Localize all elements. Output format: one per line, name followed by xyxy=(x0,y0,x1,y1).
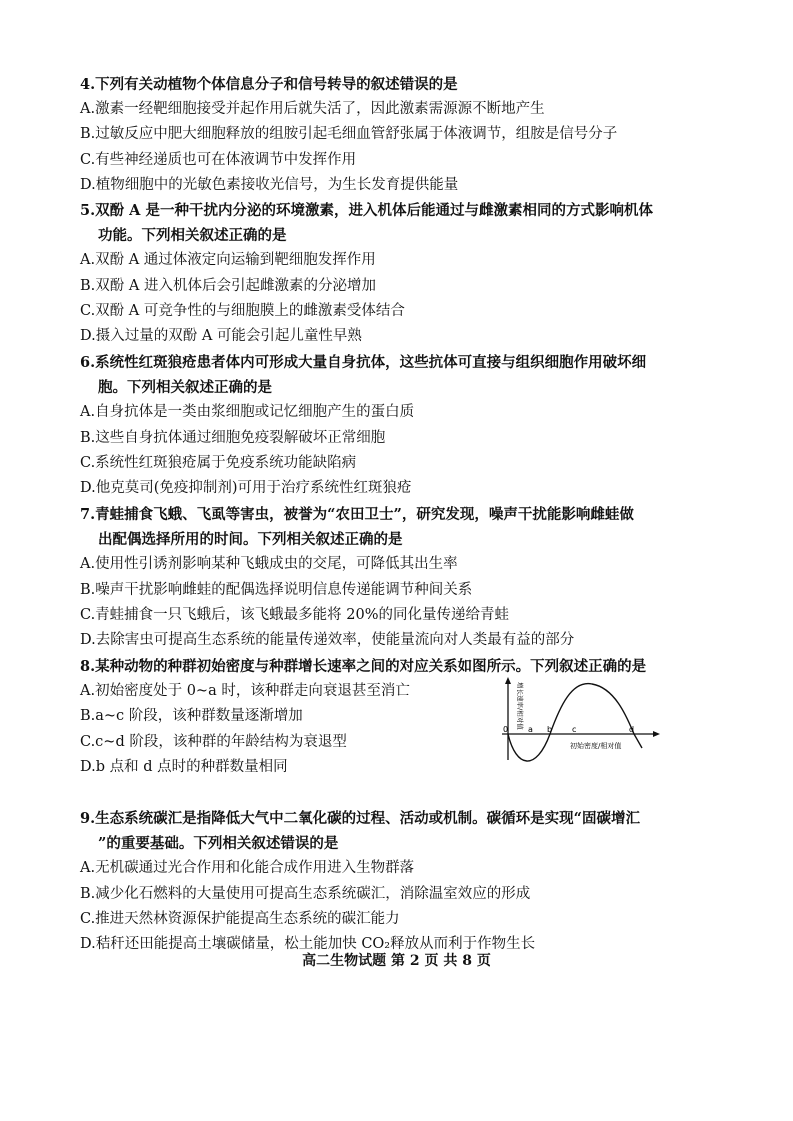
point-a-label: a xyxy=(528,725,533,734)
option-d: D.b 点和 d 点时的种群数量相同 xyxy=(80,758,288,775)
option-d: D.摄入过量的双酚 A 可能会引起儿童性早熟 xyxy=(80,328,362,345)
option-d: D.秸秆还田能提高土壤碳储量，松土能加快 CO₂释放从而利于作物生长 xyxy=(80,936,536,953)
option-d: D.去除害虫可提高生态系统的能量传递效率，使能量流向对人类最有益的部分 xyxy=(80,632,575,649)
option-a: A.自身抗体是一类由浆细胞或记忆细胞产生的蛋白质 xyxy=(80,404,415,421)
question-stem xyxy=(80,806,720,856)
point-d-label: d xyxy=(629,725,635,734)
stem-line: 8.某种动物的种群初始密度与种群增长速率之间的对应关系如图所示。下列叙述正确的是 xyxy=(80,658,647,675)
y-axis-label: 增长速率/相对值 xyxy=(516,682,524,730)
question-stem xyxy=(80,350,720,400)
stem-line: 9.生态系统碳汇是指降低大气中二氧化碳的过程、活动或机制。碳循环是实现“固碳增汇 xyxy=(80,810,640,827)
question-7 xyxy=(80,502,720,653)
option-b: B.这些自身抗体通过细胞免疫裂解破坏正常细胞 xyxy=(80,429,386,446)
question-5 xyxy=(80,198,720,349)
option-c: C.c~d 阶段，该种群的年龄结构为衰退型 xyxy=(80,733,347,750)
question-stem xyxy=(80,502,720,552)
option-a: A.初始密度处于 0~a 时，该种群走向衰退甚至消亡 xyxy=(80,683,410,700)
point-c-label: c xyxy=(572,725,577,734)
option-c: C.系统性红斑狼疮属于免疫系统功能缺陷病 xyxy=(80,454,357,471)
option-c: C.有些神经递质也可在体液调节中发挥作用 xyxy=(80,151,357,168)
question-stem xyxy=(80,72,720,97)
option-a: A.使用性引诱剂影响某种飞蛾成虫的交尾，可降低其出生率 xyxy=(80,556,458,573)
stem-line: 4.下列有关动植物个体信息分子和信号转导的叙述错误的是 xyxy=(80,76,458,93)
stem-line-continued: 出配偶选择所用的时间。下列相关叙述正确的是 xyxy=(98,531,403,549)
x-axis-arrow xyxy=(653,731,660,737)
growth-rate-graph xyxy=(492,676,662,766)
option-b: B.双酚 A 进入机体后会引起雌激素的分泌增加 xyxy=(80,277,376,294)
question-6 xyxy=(80,350,720,501)
origin-label: 0 xyxy=(503,725,509,734)
stem-line-continued: 胞。下列相关叙述正确的是 xyxy=(98,379,272,397)
question-4 xyxy=(80,72,720,198)
stem-line-continued: 功能。下列相关叙述正确的是 xyxy=(98,227,287,245)
stem-line: 7.青蛙捕食飞蛾、飞虱等害虫，被誉为“农田卫士”，研究发现，噪声干扰能影响雌蛙做 xyxy=(80,506,634,523)
option-d: D.植物细胞中的光敏色素接收光信号，为生长发育提供能量 xyxy=(80,176,459,193)
stem-line-continued: ”的重要基础。下列相关叙述错误的是 xyxy=(98,835,339,853)
option-b: B.减少化石燃料的大量使用可提高生态系统碳汇，消除温室效应的形成 xyxy=(80,885,531,902)
option-c: C.推进天然林资源保护能提高生态系统的碳汇能力 xyxy=(80,910,400,927)
point-b-label: b xyxy=(547,725,553,734)
option-c: C.双酚 A 可竞争性的与细胞膜上的雌激素受体结合 xyxy=(80,302,405,319)
option-b: B.过敏反应中肥大细胞释放的组胺引起毛细血管舒张属于体液调节，组胺是信号分子 xyxy=(80,126,618,143)
x-axis-label: 初始密度/相对值 xyxy=(570,742,622,750)
question-9 xyxy=(80,806,720,957)
option-b: B.噪声干扰影响雌蛙的配偶选择说明信息传递能调节种间关系 xyxy=(80,581,473,598)
option-a: A.双酚 A 通过体液定向运输到靶细胞发挥作用 xyxy=(80,252,376,269)
page-footer: 高二生物试题 第 2 页 共 8 页 xyxy=(302,953,491,969)
option-a: A.无机碳通过光合作用和化能合成作用进入生物群落 xyxy=(80,860,415,877)
option-b: B.a~c 阶段，该种群数量逐渐增加 xyxy=(80,708,303,725)
option-d: D.他克莫司(免疫抑制剂)可用于治疗系统性红斑狼疮 xyxy=(80,480,412,497)
option-c: C.青蛙捕食一只飞蛾后，该飞蛾最多能将 20%的同化量传递给青蛙 xyxy=(80,606,510,623)
y-axis-arrow xyxy=(505,677,511,684)
stem-line: 5.双酚 A 是一种干扰内分泌的环境激素，进入机体后能通过与雌激素相同的方式影响机体 xyxy=(80,202,653,219)
stem-line: 6.系统性红斑狼疮患者体内可形成大量自身抗体，这些抗体可直接与组织细胞作用破坏细 xyxy=(80,354,647,371)
question-stem xyxy=(80,198,720,248)
option-a: A.激素一经靶细胞接受并起作用后就失活了，因此激素需源源不断地产生 xyxy=(80,101,545,118)
